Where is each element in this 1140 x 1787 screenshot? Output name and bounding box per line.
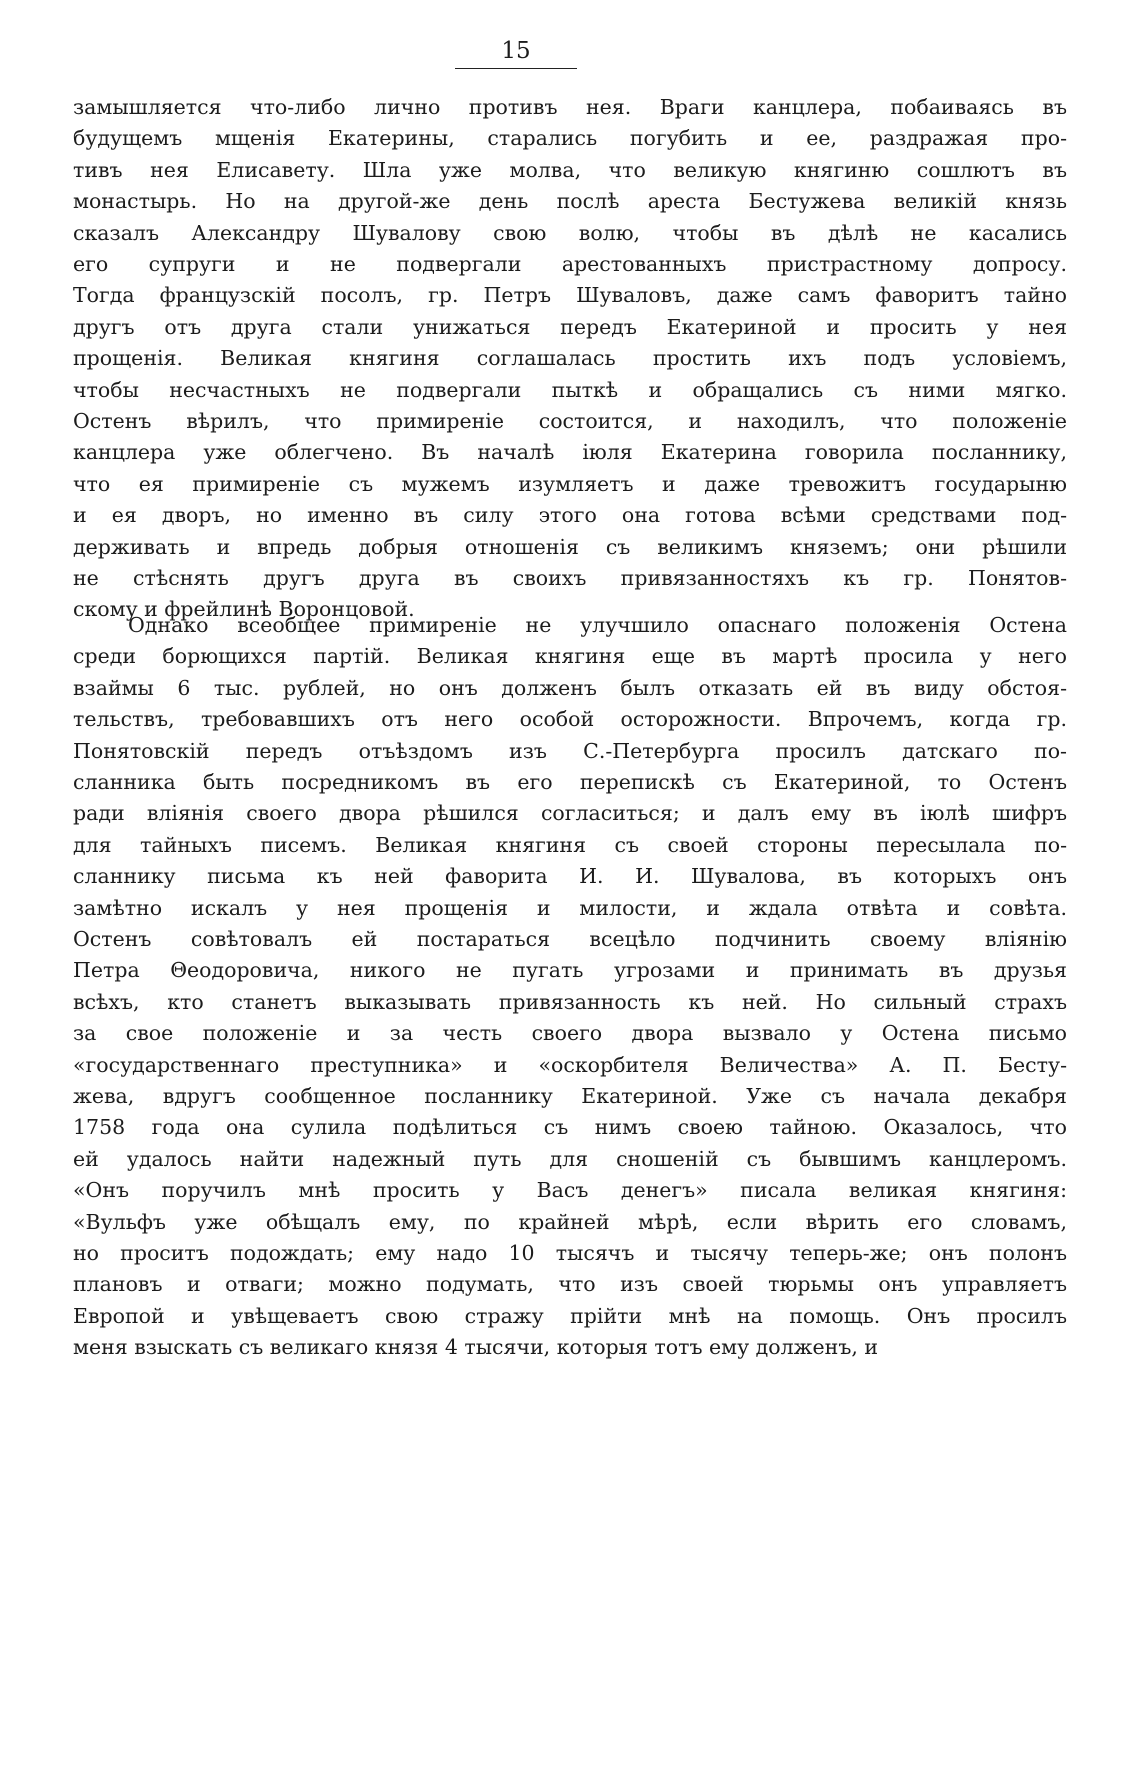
text-line: но проситъ подождать; ему надо 10 тысячъ и тысячу теперь-же; онъ полонъ <box>73 1241 1067 1265</box>
text-line: замышляется что-либо лично противъ нея. Враги канцлера, побаиваясь въ <box>73 95 1067 119</box>
text-line: всѣхъ, кто станетъ выказывать привязанность къ ней. Но сильный страхъ <box>73 989 1067 1014</box>
text-line: замѣтно искалъ у нея прощенія и милости, и ждала отвѣта и совѣта. <box>73 895 1067 920</box>
text-line: канцлера уже облегчено. Въ началѣ іюля Екатерина говорила посланнику, <box>73 440 1067 465</box>
text-line: тельствъ, требовавшихъ отъ него особой осторожности. Впрочемъ, когда гр. <box>73 707 1067 732</box>
text-line: что ея примиреніе съ мужемъ изумляетъ и даже тревожитъ государыню <box>73 471 1067 496</box>
text-line: сланнику письма къ ней фаворита И. И. Шувалова, въ которыхъ онъ <box>73 864 1067 889</box>
text-line: скому и фрейлинѣ Воронцовой. <box>73 597 415 622</box>
text-line: сланника быть посредникомъ въ его перепискѣ съ Екатериной, то Остенъ <box>73 770 1067 794</box>
text-line: среди борющихся партій. Великая княгиня еще въ мартѣ просила у него <box>73 644 1067 669</box>
text-line: Понятовскій передъ отъѣздомъ изъ С.-Петербурга просилъ датскаго по- <box>73 738 1067 763</box>
text-line: Остенъ совѣтовалъ ей постараться всецѣло подчинить своему вліянію <box>73 927 1067 951</box>
text-line: держивать и впредь добрыя отношенія съ великимъ княземъ; они рѣшили <box>73 534 1067 559</box>
text-line: «Онъ поручилъ мнѣ просить у Васъ денегъ» писала великая княгиня: <box>73 1178 1067 1203</box>
text-line: Европой и увѣщеваетъ свою стражу прійти мнѣ на помощь. Онъ просилъ <box>73 1303 1067 1328</box>
text-line: плановъ и отваги; можно подумать, что изъ своей тюрьмы онъ управляетъ <box>73 1272 1067 1297</box>
text-line: Однако всеобщее примиреніе не улучшило опаснаго положенія Остена <box>128 613 1067 637</box>
text-line: «государственнаго преступника» и «оскорбителя Величества» А. П. Бесту- <box>73 1052 1067 1077</box>
text-line: 1758 года она сулила подѣлиться съ нимъ своею тайною. Оказалось, что <box>73 1115 1067 1140</box>
text-line: монастырь. Но на другой-же день послѣ ареста Бестужева великій князь <box>73 189 1067 214</box>
text-line: взаймы 6 тыс. рублей, но онъ долженъ былъ отказать ей въ виду обстоя- <box>73 675 1067 700</box>
text-line: для тайныхъ писемъ. Великая княгиня съ своей стороны пересылала по- <box>73 832 1067 857</box>
page-number-rule <box>455 68 577 69</box>
text-line: ради вліянія своего двора рѣшился согласиться; и далъ ему въ іюлѣ шифръ <box>73 801 1067 826</box>
text-line: не стѣснять другъ друга въ своихъ привязанностяхъ къ гр. Понятов- <box>73 566 1067 590</box>
text-line: и ея дворъ, но именно въ силу этого она готова всѣми средствами под- <box>73 503 1067 528</box>
text-line: Тогда французскій посолъ, гр. Петръ Шуваловъ, даже самъ фаворитъ тайно <box>73 283 1067 308</box>
text-line: жева, вдругъ сообщенное посланнику Екатериной. Уже съ начала декабря <box>73 1084 1067 1108</box>
text-line: прощенія. Великая княгиня соглашалась простить ихъ подъ условіемъ, <box>73 346 1067 371</box>
text-line: его супруги и не подвергали арестованныхъ пристрастному допросу. <box>73 252 1067 276</box>
text-line: другъ отъ друга стали унижаться передъ Екатериной и просить у нея <box>73 314 1067 339</box>
text-line: меня взыскать съ великаго князя 4 тысячи, которыя тотъ ему долженъ, и <box>73 1335 879 1360</box>
text-line: «Вульфъ уже обѣщалъ ему, по крайней мѣрѣ, если вѣрить его словамъ, <box>73 1209 1067 1234</box>
text-line: Остенъ вѣрилъ, что примиреніе состоится, и находилъ, что положеніе <box>73 409 1067 433</box>
text-line: будущемъ мщенія Екатерины, старались погубить и ее, раздражая про- <box>73 126 1067 151</box>
text-line: чтобы несчастныхъ не подвергали пыткѣ и обращались съ ними мягко. <box>73 377 1067 402</box>
text-line: сказалъ Александру Шувалову свою волю, чтобы въ дѣлѣ не касались <box>73 220 1067 245</box>
page-number: 15 <box>501 38 531 64</box>
text-line: за свое положеніе и за честь своего двора вызвало у Остена письмо <box>73 1021 1067 1046</box>
text-line: Петра Θеодоровича, никого не пугать угрозами и принимать въ друзья <box>73 958 1067 983</box>
text-line: тивъ нея Елисавету. Шла уже молва, что великую княгиню сошлютъ въ <box>73 157 1067 182</box>
text-line: ей удалось найти надежный путь для сношеній съ бывшимъ канцлеромъ. <box>73 1146 1067 1171</box>
